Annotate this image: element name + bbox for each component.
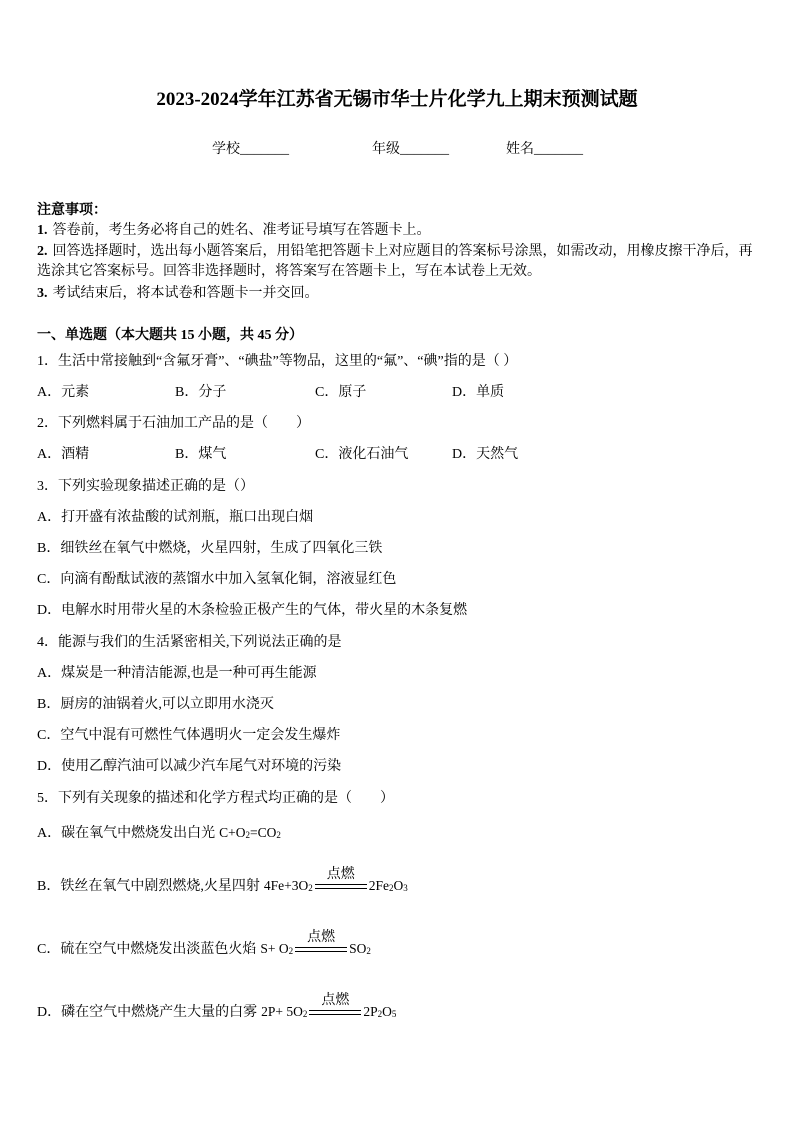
reaction-condition-label: 点燃 xyxy=(321,993,350,1009)
note-number: 3. xyxy=(37,286,48,301)
reactants: S+ O xyxy=(260,941,289,956)
question-1-option-d: D．单质 xyxy=(452,385,505,400)
subscript: 2 xyxy=(288,946,294,956)
question-4-stem: 4．能源与我们的生活紧密相关,下列说法正确的是 xyxy=(37,635,342,650)
question-3-option-d: D．电解水时用带火星的木条检验正极产生的气体，带火星的木条复燃 xyxy=(37,603,468,618)
note-text: 回答选择题时，选出每小题答案后，用铅笔把答题卡上对应题目的答案标号涂黑，如需改动，用橡皮擦干净后，再 xyxy=(52,244,753,259)
products: O xyxy=(382,1004,392,1019)
note-text: 考试结束后，将本试卷和答题卡一并交回。 xyxy=(52,286,319,301)
question-5-option-b xyxy=(37,867,408,896)
question-3-option-b: B．细铁丝在氧气中燃烧，火星四射，生成了四氧化三铁 xyxy=(37,541,383,556)
question-3-option-a: A．打开盛有浓盐酸的试剂瓶，瓶口出现白烟 xyxy=(37,510,314,525)
products: SO xyxy=(349,941,367,956)
grade-field: 年级_______ xyxy=(372,142,449,157)
reaction-double-line xyxy=(315,867,367,889)
products: O xyxy=(393,878,404,893)
question-2-option-b: B．煤气 xyxy=(175,447,227,462)
subscript: 2 xyxy=(377,1009,383,1019)
chemical-equation xyxy=(263,867,408,893)
question-1-option-c: C．原子 xyxy=(315,385,367,400)
subscript: 3 xyxy=(403,883,408,893)
section-title: 一、单选题（本大题共 15 小题，共 45 分） xyxy=(37,328,303,343)
note-item xyxy=(37,243,753,261)
question-2-stem: 2．下列燃料属于石油加工产品的是（ ） xyxy=(37,416,310,431)
question-2-options xyxy=(0,446,794,464)
reaction-double-line xyxy=(295,930,347,952)
exam-title: 2023-2024学年江苏省无锡市华士片化学九上期末预测试题 xyxy=(156,89,638,110)
subscript: 5 xyxy=(391,1009,397,1019)
reaction-double-line xyxy=(309,993,361,1015)
chemical-equation xyxy=(219,825,281,840)
reactants: 4Fe+3O xyxy=(263,878,309,893)
question-5-stem: 5．下列有关现象的描述和化学方程式均正确的是（ ） xyxy=(37,791,394,806)
question-5-option-c xyxy=(37,930,371,959)
subscript: 2 xyxy=(308,883,313,893)
note-item xyxy=(37,285,319,303)
question-1-option-a: A．元素 xyxy=(37,385,90,400)
note-number: 1. xyxy=(37,223,48,238)
equation-part: =CO xyxy=(250,825,277,840)
subscript: 2 xyxy=(302,1009,308,1019)
question-2-option-a: A．酒精 xyxy=(37,447,90,462)
note-number: 2. xyxy=(37,244,48,259)
question-4-option-d: D．使用乙醇汽油可以减少汽车尾气对环境的污染 xyxy=(37,759,342,774)
subscript: 2 xyxy=(388,883,394,893)
notes-heading: 注意事项： xyxy=(37,203,107,218)
question-3-option-c: C．向滴有酚酞试液的蒸馏水中加入氢氧化铜，溶液显红色 xyxy=(37,572,397,587)
products: 2P xyxy=(363,1004,378,1019)
question-2-option-d: D．天然气 xyxy=(452,447,519,462)
question-1-options xyxy=(0,384,794,402)
question-5-option-a xyxy=(37,824,281,843)
question-1-option-b: B．分子 xyxy=(175,385,227,400)
chemical-equation xyxy=(261,993,397,1019)
option-text: A．碳在氧气中燃烧发出白光 xyxy=(37,826,216,841)
reaction-condition-label: 点燃 xyxy=(307,930,336,946)
note-text-continuation: 选涂其它答案标号。回答非选择题时，将答案写在答题卡上，写在本试卷上无效。 xyxy=(37,264,541,279)
question-5-option-d xyxy=(37,993,397,1022)
option-text: C．硫在空气中燃烧发出淡蓝色火焰 xyxy=(37,942,257,957)
school-field: 学校_______ xyxy=(212,142,289,157)
note-text: 答卷前，考生务必将自己的姓名、准考证号填写在答题卡上。 xyxy=(52,223,431,238)
question-4-option-c: C．空气中混有可燃性气体遇明火一定会发生爆炸 xyxy=(37,728,341,743)
question-2-option-c: C．液化石油气 xyxy=(315,447,409,462)
chemical-equation xyxy=(260,930,371,956)
reactants: 2P+ 5O xyxy=(261,1004,303,1019)
note-item xyxy=(37,222,431,240)
reaction-condition-label: 点燃 xyxy=(326,867,355,883)
question-1-stem: 1．生活中常接触到“含氟牙膏”、“碘盐”等物品，这里的“氟”、“碘”指的是（ ） xyxy=(37,354,518,369)
question-3-stem: 3．下列实验现象描述正确的是（） xyxy=(37,479,254,494)
question-4-option-a: A．煤炭是一种清洁能源,也是一种可再生能源 xyxy=(37,666,317,681)
question-4-option-b: B．厨房的油锅着火,可以立即用水浇灭 xyxy=(37,697,274,712)
products: 2Fe xyxy=(368,878,389,893)
option-text: B．铁丝在氧气中剧烈燃烧,火星四射 xyxy=(37,879,260,894)
option-text: D．磷在空气中燃烧产生大量的白雾 xyxy=(37,1005,258,1020)
subscript: 2 xyxy=(245,830,250,840)
subscript: 2 xyxy=(276,830,281,840)
equation-part: C+O xyxy=(219,825,246,840)
name-field: 姓名_______ xyxy=(506,142,583,157)
subscript: 2 xyxy=(366,946,371,956)
